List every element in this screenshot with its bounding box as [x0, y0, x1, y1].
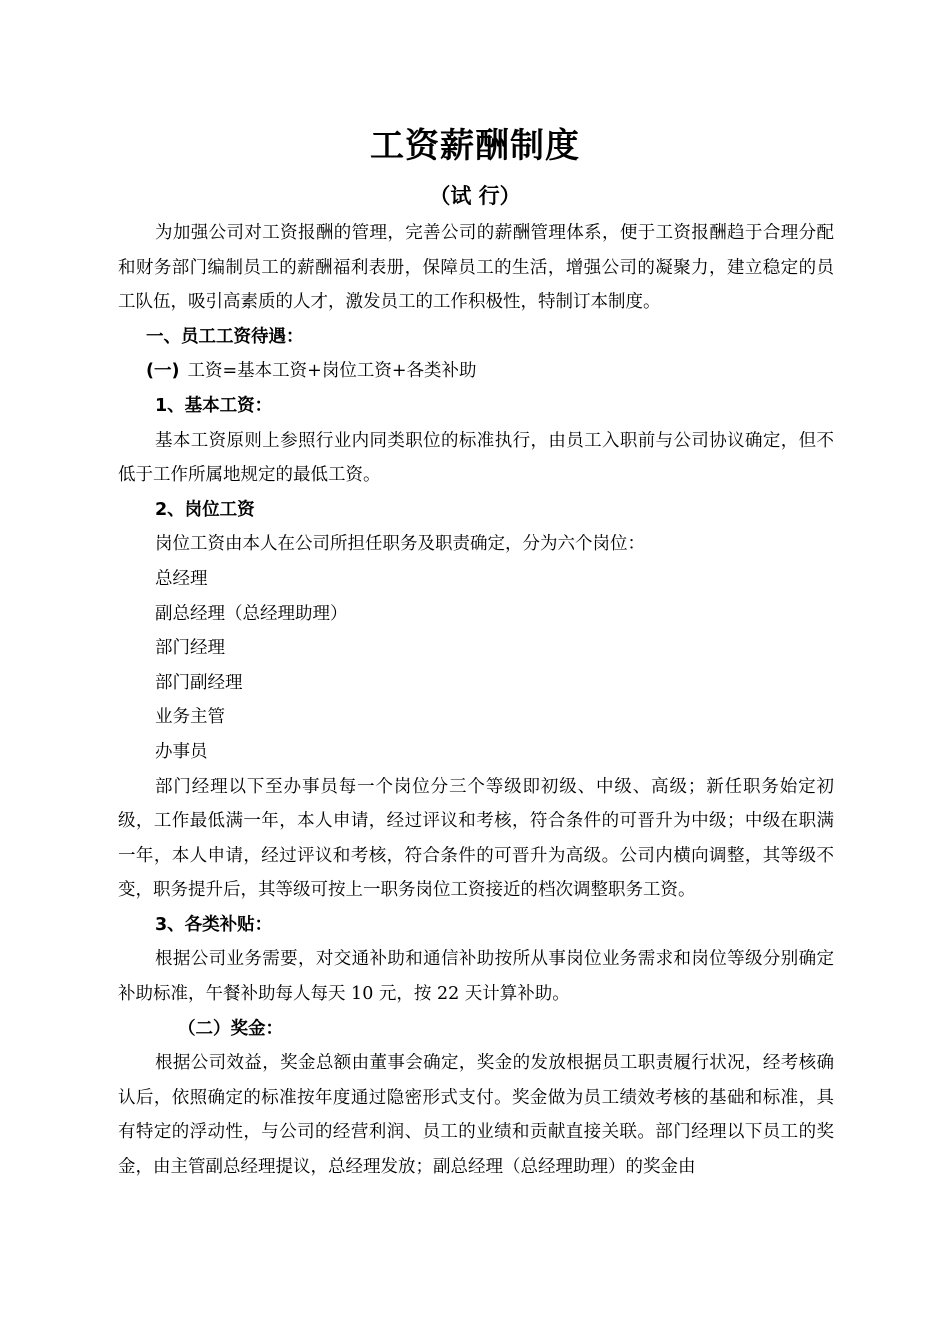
position-list-item: 总经理	[155, 568, 208, 589]
document-subtitle: （试 行）	[429, 184, 521, 208]
position-list-item: 业务主管	[155, 707, 225, 728]
position-list-item: 副总经理（总经理助理）	[155, 603, 348, 624]
item-2-paragraph: 岗位工资由本人在公司所担任职务及职责确定，分为六个岗位：	[155, 534, 645, 555]
document-title: 工资薪酬制度	[370, 126, 580, 166]
subsection-2-heading: （二）奖金：	[178, 1018, 283, 1039]
item-2-heading: 2、岗位工资	[155, 499, 255, 520]
item-3-paragraph: 根据公司业务需要，对交通补助和通信补助按所从事岗位业务需求和岗位等级分别确定补助标准，午餐补助每人每天 10 元，按 22 天计算补助。	[118, 949, 834, 1005]
item-1-heading: 1、基本工资：	[155, 395, 273, 416]
position-list-item: 部门经理	[155, 638, 225, 659]
item-3-heading: 3、各类补贴：	[155, 914, 273, 935]
section-heading-1: 一、员工工资待遇：	[146, 326, 304, 347]
subsection-1	[118, 354, 834, 389]
grade-paragraph: 部门经理以下至办事员每一个岗位分三个等级即初级、中级、高级；新任职务始定初级，工作最低满一年，本人申请，经过评议和考核，符合条件的可晋升为中级；中级在职满一年，本人申请，经过评议和考核，符合条件的可晋升为高级。公司内横向调整，其等级不变，职务提升后，其等级可按上一职务岗位工资接近的档次调整职务工资。	[118, 776, 834, 901]
position-list-item: 部门副经理	[155, 672, 243, 693]
document-body	[118, 216, 834, 1185]
intro-paragraph: 为加强公司对工资报酬的管理，完善公司的薪酬管理体系，便于工资报酬趋于合理分配和财务部门编制员工的薪酬福利表册，保障员工的生活，增强公司的凝聚力，建立稳定的员工队伍，吸引高素质的人才，激发员工的工作积极性，特制订本制度。	[118, 223, 834, 313]
position-list-item: 办事员	[155, 741, 208, 762]
item-1-paragraph: 基本工资原则上参照行业内同类职位的标准执行，由员工入职前与公司协议确定，但不低于工作所属地规定的最低工资。	[118, 430, 834, 486]
subsection-1-mark: (一)	[146, 361, 180, 382]
subsection-1-text: 工资=基本工资+岗位工资+各类补助	[187, 361, 477, 382]
bonus-paragraph: 根据公司效益，奖金总额由董事会确定，奖金的发放根据员工职责履行状况，经考核确认后，依照确定的标准按年度通过隐密形式支付。奖金做为员工绩效考核的基础和标准，具有特定的浮动性，与公司的经营利润、员工的业绩和贡献直接关联。部门经理以下员工的奖金，由主管副总经理提议，总经理发放；副总经理（总经理助理）的奖金由	[118, 1053, 834, 1178]
